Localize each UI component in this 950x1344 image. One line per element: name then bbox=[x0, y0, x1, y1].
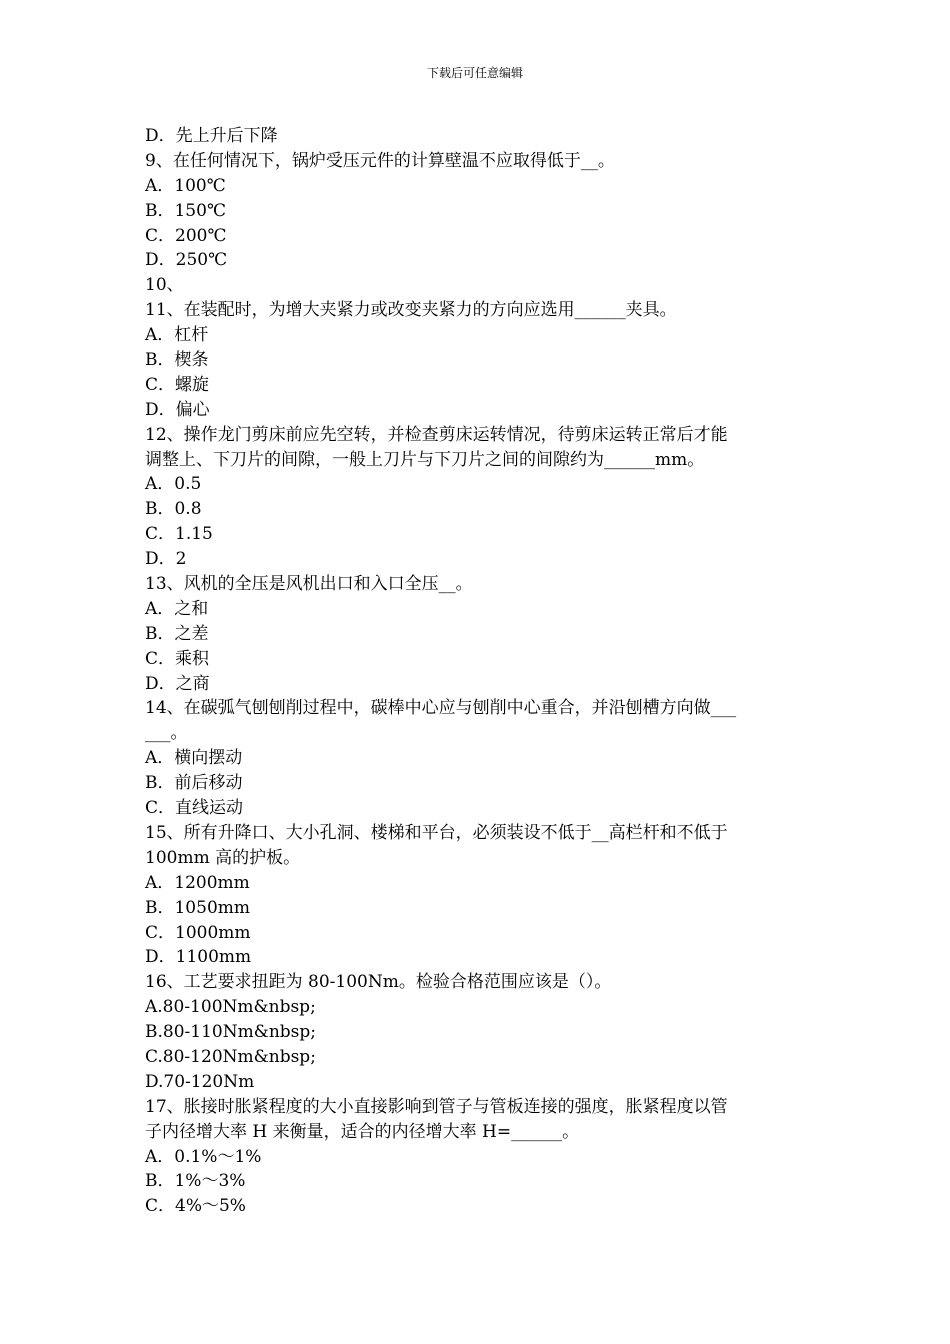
question-text: 13、风机的全压是风机出口和入口全压__。 bbox=[145, 574, 473, 595]
answer-option: C．螺旋 bbox=[145, 374, 210, 395]
question-text: 12、操作龙门剪床前应先空转，并检查剪床运转情况，待剪床运转正常后才能 bbox=[145, 424, 728, 445]
answer-option: D．2 bbox=[145, 549, 187, 570]
answer-option: A．杠杆 bbox=[145, 325, 209, 346]
answer-option: B．之差 bbox=[145, 623, 209, 644]
question-text: 子内径增大率 H 来衡量，适合的内径增大率 H=______。 bbox=[145, 1121, 580, 1142]
answer-option: D．之商 bbox=[145, 673, 210, 694]
question-text: ___。 bbox=[145, 723, 188, 744]
answer-option: B．1%～3% bbox=[145, 1171, 246, 1192]
question-text: 调整上、下刀片的间隙，一般上刀片与下刀片之间的间隙约为______mm。 bbox=[145, 449, 705, 470]
question-text: 15、所有升降口、大小孔洞、楼梯和平台，必须装设不低于__高栏杆和不低于 bbox=[145, 822, 728, 843]
answer-option: A．100℃ bbox=[145, 175, 226, 196]
question-text: 11、在装配时，为增大夹紧力或改变夹紧力的方向应选用______夹具。 bbox=[145, 300, 677, 321]
answer-option: B．前后移动 bbox=[145, 773, 243, 794]
question-text: 17、胀接时胀紧程度的大小直接影响到管子与管板连接的强度，胀紧程度以管 bbox=[145, 1096, 728, 1117]
answer-option: C．1000mm bbox=[145, 922, 251, 943]
answer-option: B.80-110Nm&nbsp; bbox=[145, 1022, 317, 1043]
page-header: 下载后可任意编辑 bbox=[426, 66, 523, 80]
answer-option: B．1050mm bbox=[145, 897, 250, 918]
answer-option: D．先上升后下降 bbox=[145, 126, 278, 146]
answer-option: A.80-100Nm&nbsp; bbox=[145, 997, 316, 1018]
question-text: 10、 bbox=[145, 275, 184, 296]
answer-option: C．1.15 bbox=[145, 524, 213, 545]
answer-option: A．横向摆动 bbox=[145, 748, 243, 769]
answer-option: A．0.1%～1% bbox=[145, 1146, 262, 1167]
answer-option: A．0.5 bbox=[145, 474, 202, 495]
answer-option: C．乘积 bbox=[145, 648, 210, 669]
answer-option: D．250℃ bbox=[145, 250, 228, 271]
answer-option: D.70-120Nm bbox=[145, 1071, 255, 1092]
answer-option: D．偏心 bbox=[145, 399, 210, 420]
answer-option: A．之和 bbox=[145, 598, 209, 619]
question-text: 9、在任何情况下，锅炉受压元件的计算壁温不应取得低于__。 bbox=[145, 150, 615, 171]
question-text: 100mm 高的护板。 bbox=[145, 847, 301, 868]
answer-option: C．4%～5% bbox=[145, 1196, 246, 1217]
answer-option: C.80-120Nm&nbsp; bbox=[145, 1046, 316, 1067]
answer-option: D．1100mm bbox=[145, 947, 252, 968]
answer-option: B．0.8 bbox=[145, 499, 202, 520]
answer-option: B．150℃ bbox=[145, 200, 226, 221]
answer-option: C．直线运动 bbox=[145, 798, 244, 819]
answer-option: B．楔条 bbox=[145, 350, 209, 371]
document-body bbox=[145, 124, 813, 1219]
answer-option: A．1200mm bbox=[145, 872, 250, 893]
question-text: 16、工艺要求扭距为 80-100Nm。检验合格范围应该是（）。 bbox=[145, 972, 612, 993]
answer-option: C．200℃ bbox=[145, 225, 227, 246]
question-text: 14、在碳弧气刨刨削过程中，碳棒中心应与刨削中心重合，并沿刨槽方向做___ bbox=[145, 698, 737, 719]
